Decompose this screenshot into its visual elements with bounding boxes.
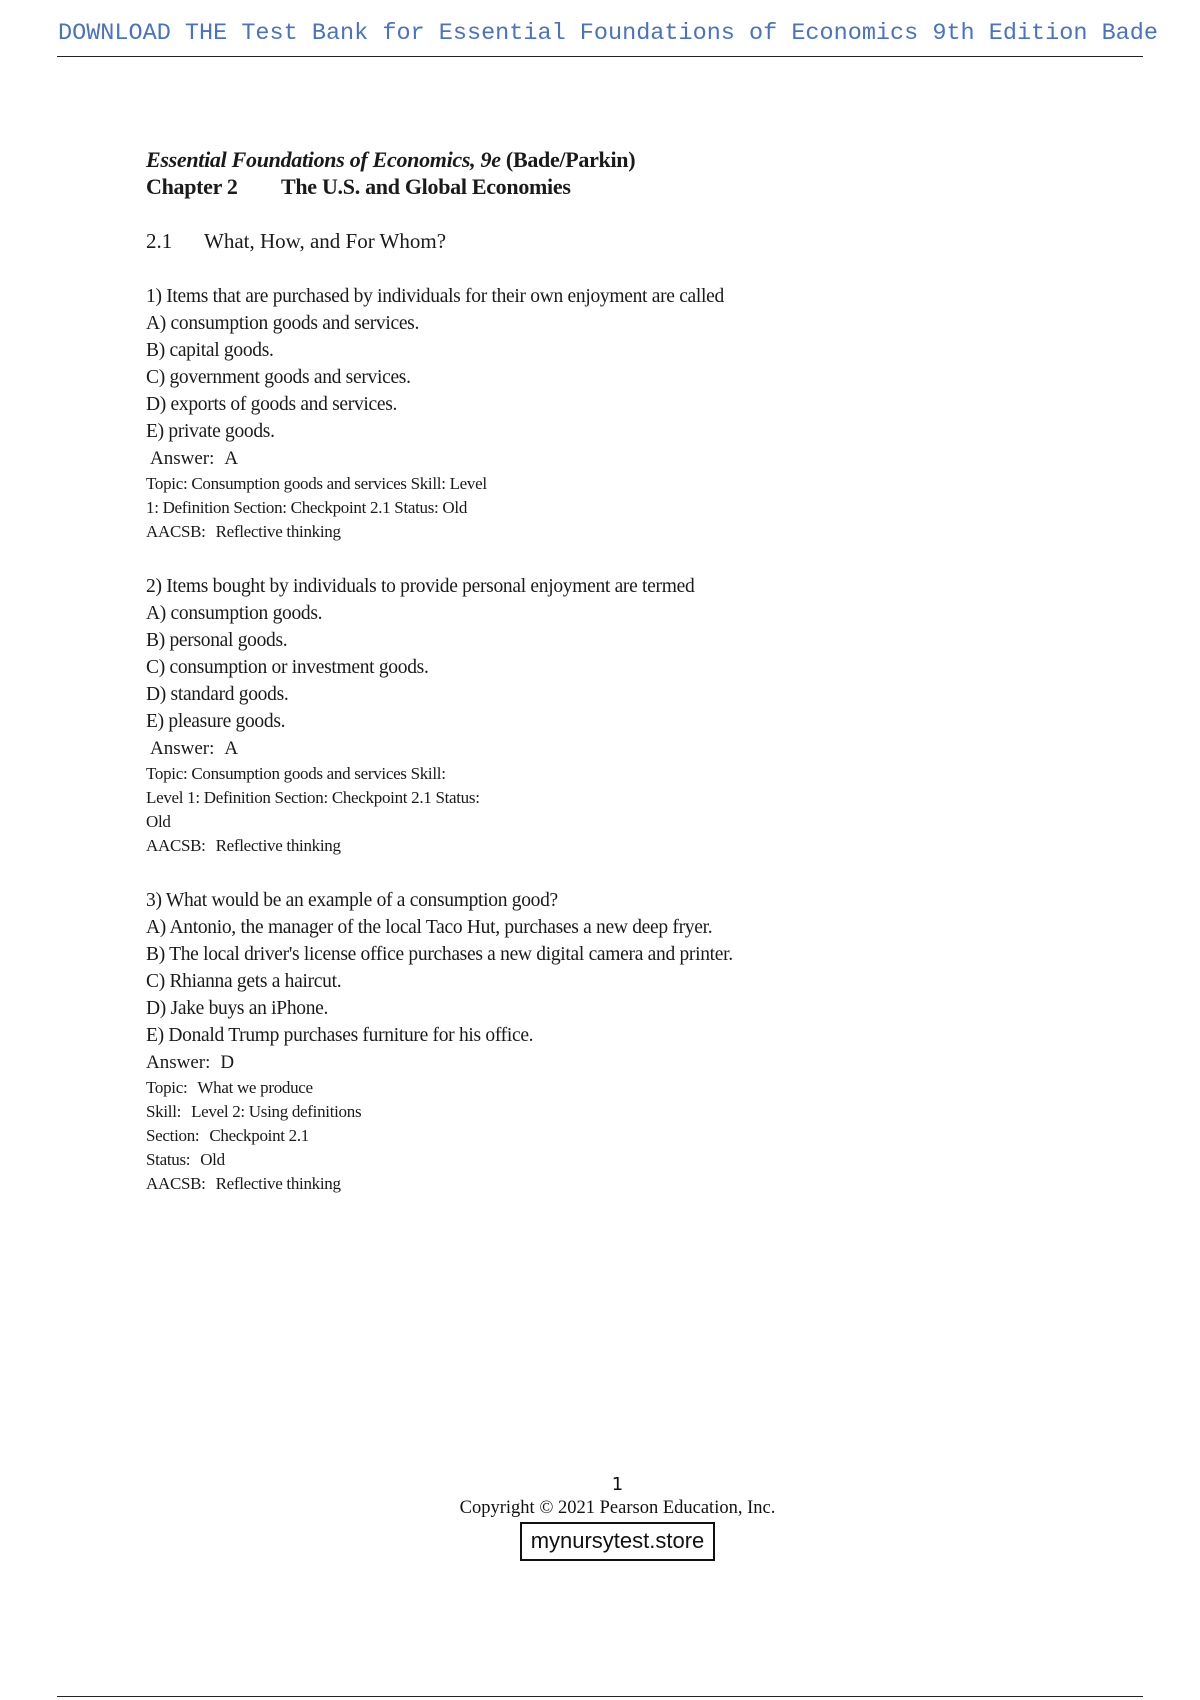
question-1 bbox=[146, 283, 1046, 544]
option-a: A) consumption goods. bbox=[146, 603, 323, 624]
option-e: E) pleasure goods. bbox=[146, 711, 286, 732]
option-c: C) consumption or investment goods. bbox=[146, 657, 429, 678]
aacsb-line bbox=[146, 1172, 1046, 1196]
page-footer bbox=[0, 1474, 1200, 1561]
header-rule bbox=[57, 56, 1143, 57]
download-link[interactable]: DOWNLOAD THE Test Bank for Essential Foundations of Economics 9th Edition Bade bbox=[58, 20, 1158, 47]
status-value: Old bbox=[200, 1150, 225, 1169]
answer-label: Answer: bbox=[150, 738, 215, 759]
section-number: 2.1 bbox=[146, 229, 173, 253]
answer-label: Answer: bbox=[146, 1052, 211, 1073]
chapter-number: Chapter 2 bbox=[146, 174, 238, 199]
topic-value: What we produce bbox=[197, 1078, 313, 1097]
option-e: E) private goods. bbox=[146, 421, 275, 442]
aacsb-value: Reflective thinking bbox=[215, 836, 341, 855]
site-watermark: mynursytest.store bbox=[520, 1522, 716, 1561]
book-title bbox=[146, 146, 1046, 173]
page-number: 1 bbox=[611, 1474, 624, 1495]
answer-value: A bbox=[224, 738, 239, 759]
option-d: D) exports of goods and services. bbox=[146, 394, 398, 415]
option-b: B) capital goods. bbox=[146, 340, 274, 361]
status-line bbox=[146, 1148, 1046, 1172]
topic-line bbox=[146, 1076, 1046, 1100]
book-title-italic: Essential Foundations of Economics, 9e bbox=[146, 147, 501, 172]
option-c: C) government goods and services. bbox=[146, 367, 411, 388]
book-authors: (Bade/Parkin) bbox=[500, 147, 636, 172]
option-b: B) personal goods. bbox=[146, 630, 288, 651]
question-text: 3) What would be an example of a consumption good? bbox=[146, 890, 558, 911]
answer-value: D bbox=[220, 1052, 235, 1073]
option-c: C) Rhianna gets a haircut. bbox=[146, 971, 342, 992]
skill-line bbox=[146, 1100, 1046, 1124]
option-a: A) Antonio, the manager of the local Taco Hut, purchases a new deep fryer. bbox=[146, 917, 713, 938]
answer-line bbox=[146, 735, 1046, 762]
answer-line bbox=[146, 445, 1046, 472]
section-line bbox=[146, 1124, 1046, 1148]
section-heading bbox=[146, 228, 1046, 254]
aacsb-line bbox=[146, 834, 1046, 858]
document-body bbox=[146, 146, 1046, 1196]
aacsb-line bbox=[146, 520, 1046, 544]
section-value: Checkpoint 2.1 bbox=[209, 1126, 310, 1145]
aacsb-label: AACSB: bbox=[146, 836, 206, 855]
aacsb-label: AACSB: bbox=[146, 522, 206, 541]
section-label: Section: bbox=[146, 1126, 200, 1145]
option-d: D) standard goods. bbox=[146, 684, 289, 705]
question-metadata: Topic: Consumption goods and services Skill: Level 1: Definition Section: Checkpoint 2.1 Status: Old bbox=[146, 474, 487, 517]
skill-value: Level 2: Using definitions bbox=[191, 1102, 362, 1121]
footer-rule bbox=[57, 1696, 1143, 1697]
topic-label: Topic: bbox=[146, 1078, 188, 1097]
question-list bbox=[146, 283, 1046, 1196]
copyright-notice: Copyright © 2021 Pearson Education, Inc. bbox=[459, 1498, 776, 1518]
question-text: 1) Items that are purchased by individuals for their own enjoyment are called bbox=[146, 286, 724, 307]
skill-label: Skill: bbox=[146, 1102, 182, 1121]
option-e: E) Donald Trump purchases furniture for his office. bbox=[146, 1025, 534, 1046]
question-metadata: Topic: Consumption goods and services Skill: Level 1: Definition Section: Checkpoint 2.1 Status: Old bbox=[146, 764, 480, 831]
question-2 bbox=[146, 573, 1046, 858]
aacsb-value: Reflective thinking bbox=[215, 1174, 341, 1193]
question-3 bbox=[146, 887, 1046, 1196]
option-d: D) Jake buys an iPhone. bbox=[146, 998, 329, 1019]
section-title: What, How, and For Whom? bbox=[204, 229, 447, 253]
answer-value: A bbox=[224, 448, 239, 469]
aacsb-label: AACSB: bbox=[146, 1174, 206, 1193]
status-label: Status: bbox=[146, 1150, 191, 1169]
aacsb-value: Reflective thinking bbox=[215, 522, 341, 541]
option-b: B) The local driver's license office purchases a new digital camera and printer. bbox=[146, 944, 733, 965]
question-text: 2) Items bought by individuals to provide personal enjoyment are termed bbox=[146, 576, 695, 597]
answer-line bbox=[146, 1049, 1046, 1076]
chapter-title: The U.S. and Global Economies bbox=[281, 174, 571, 199]
chapter-heading bbox=[146, 173, 1046, 200]
option-a: A) consumption goods and services. bbox=[146, 313, 420, 334]
answer-label: Answer: bbox=[150, 448, 215, 469]
